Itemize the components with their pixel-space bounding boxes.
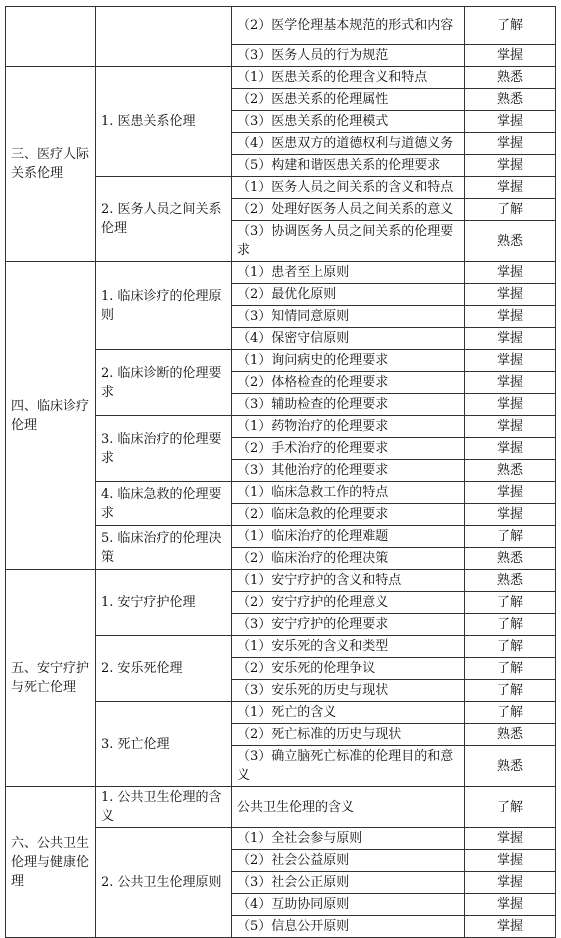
level-cell: 了解 <box>465 658 556 680</box>
item-cell: （3）协调医务人员之间关系的伦理要求 <box>232 221 465 262</box>
item-cell: （1）医务人员之间关系的含义和特点 <box>232 177 465 199</box>
topic-cell: 1. 公共卫生伦理的含义 <box>96 787 232 828</box>
item-cell: （2）临床急救的伦理要求 <box>232 504 465 526</box>
item-cell: （2）安乐死的伦理争议 <box>232 658 465 680</box>
item-cell: （2）医患关系的伦理属性 <box>232 89 465 111</box>
item-cell: （2）手术治疗的伦理要求 <box>232 438 465 460</box>
level-cell: 掌握 <box>465 284 556 306</box>
item-cell: （1）死亡的含义 <box>232 702 465 724</box>
topic-cell: 1. 安宁疗护伦理 <box>96 570 232 636</box>
level-cell: 熟悉 <box>465 724 556 746</box>
item-cell: （5）构建和谐医患关系的伦理要求 <box>232 155 465 177</box>
topic-cell: 2. 安乐死伦理 <box>96 636 232 702</box>
topic-cell: 2. 公共卫生伦理原则 <box>96 828 232 938</box>
level-cell: 掌握 <box>465 372 556 394</box>
level-cell: 掌握 <box>465 482 556 504</box>
topic-cell: 3. 临床治疗的伦理要求 <box>96 416 232 482</box>
level-cell: 掌握 <box>465 133 556 155</box>
item-cell: （4）医患双方的道德权利与道德义务 <box>232 133 465 155</box>
topic-cell: 2. 临床诊断的伦理要求 <box>96 350 232 416</box>
item-cell: （1）医患关系的伦理含义和特点 <box>232 67 465 89</box>
item-cell: （2）医学伦理基本规范的形式和内容 <box>232 7 465 45</box>
topic-cell: 3. 死亡伦理 <box>96 702 232 787</box>
level-cell: 了解 <box>465 592 556 614</box>
level-cell: 掌握 <box>465 350 556 372</box>
unit-cell: 六、公共卫生伦理与健康伦理 <box>6 787 96 938</box>
item-cell: （1）临床治疗的伦理难题 <box>232 526 465 548</box>
topic-cell: 1. 医患关系伦理 <box>96 67 232 177</box>
level-cell: 掌握 <box>465 177 556 199</box>
level-cell: 掌握 <box>465 262 556 284</box>
level-cell: 掌握 <box>465 504 556 526</box>
item-cell: （4）保密守信原则 <box>232 328 465 350</box>
level-cell: 掌握 <box>465 155 556 177</box>
item-cell: （2）临床治疗的伦理决策 <box>232 548 465 570</box>
level-cell: 熟悉 <box>465 548 556 570</box>
topic-cell: 4. 临床急救的伦理要求 <box>96 482 232 526</box>
topic-cell: 1. 临床诊疗的伦理原则 <box>96 262 232 350</box>
level-cell: 了解 <box>465 7 556 45</box>
item-cell: （3）知情同意原则 <box>232 306 465 328</box>
unit-cell: 五、安宁疗护与死亡伦理 <box>6 570 96 787</box>
item-cell: （1）安乐死的含义和类型 <box>232 636 465 658</box>
level-cell: 掌握 <box>465 894 556 916</box>
topic-cell-empty <box>96 7 232 67</box>
level-cell: 掌握 <box>465 850 556 872</box>
item-cell: （1）询问病史的伦理要求 <box>232 350 465 372</box>
topic-cell: 5. 临床治疗的伦理决策 <box>96 526 232 570</box>
item-cell: （3）医患关系的伦理模式 <box>232 111 465 133</box>
level-cell: 了解 <box>465 702 556 724</box>
level-cell: 了解 <box>465 199 556 221</box>
level-cell: 熟悉 <box>465 221 556 262</box>
item-cell: （5）信息公开原则 <box>232 916 465 938</box>
unit-cell-empty <box>6 7 96 67</box>
item-cell: （2）体格检查的伦理要求 <box>232 372 465 394</box>
level-cell: 掌握 <box>465 394 556 416</box>
item-cell: （3）医务人员的行为规范 <box>232 45 465 67</box>
level-cell: 了解 <box>465 614 556 636</box>
unit-cell: 三、医疗人际关系伦理 <box>6 67 96 262</box>
level-cell: 掌握 <box>465 828 556 850</box>
table-row <box>6 7 556 45</box>
level-cell: 了解 <box>465 636 556 658</box>
item-cell: （2）社会公益原则 <box>232 850 465 872</box>
level-cell: 掌握 <box>465 306 556 328</box>
item-cell: （2）死亡标准的历史与现状 <box>232 724 465 746</box>
item-cell: （1）患者至上原则 <box>232 262 465 284</box>
topic-cell: 2. 医务人员之间关系伦理 <box>96 177 232 262</box>
level-cell: 了解 <box>465 787 556 828</box>
level-cell: 熟悉 <box>465 89 556 111</box>
item-cell: （1）临床急救工作的特点 <box>232 482 465 504</box>
level-cell: 熟悉 <box>465 460 556 482</box>
item-cell: （3）安乐死的历史与现状 <box>232 680 465 702</box>
item-cell: （3）确立脑死亡标准的伦理目的和意义 <box>232 746 465 787</box>
table-row <box>6 570 556 592</box>
item-cell: 公共卫生伦理的含义 <box>232 787 465 828</box>
level-cell: 掌握 <box>465 916 556 938</box>
level-cell: 掌握 <box>465 111 556 133</box>
item-cell: （1）药物治疗的伦理要求 <box>232 416 465 438</box>
item-cell: （2）处理好医务人员之间关系的意义 <box>232 199 465 221</box>
item-cell: （1）安宁疗护的含义和特点 <box>232 570 465 592</box>
level-cell: 熟悉 <box>465 746 556 787</box>
level-cell: 掌握 <box>465 416 556 438</box>
syllabus-table <box>5 6 556 938</box>
level-cell: 掌握 <box>465 438 556 460</box>
unit-cell: 四、临床诊疗伦理 <box>6 262 96 570</box>
table-row <box>6 787 556 828</box>
level-cell: 掌握 <box>465 328 556 350</box>
level-cell: 熟悉 <box>465 67 556 89</box>
table-row <box>6 262 556 284</box>
item-cell: （2）安宁疗护的伦理意义 <box>232 592 465 614</box>
level-cell: 掌握 <box>465 45 556 67</box>
level-cell: 熟悉 <box>465 570 556 592</box>
item-cell: （3）其他治疗的伦理要求 <box>232 460 465 482</box>
item-cell: （1）全社会参与原则 <box>232 828 465 850</box>
table-row <box>6 67 556 89</box>
item-cell: （4）互助协同原则 <box>232 894 465 916</box>
level-cell: 了解 <box>465 526 556 548</box>
item-cell: （3）社会公正原则 <box>232 872 465 894</box>
syllabus-table-body <box>6 7 556 938</box>
item-cell: （3）安宁疗护的伦理要求 <box>232 614 465 636</box>
level-cell: 了解 <box>465 680 556 702</box>
level-cell: 掌握 <box>465 872 556 894</box>
item-cell: （3）辅助检查的伦理要求 <box>232 394 465 416</box>
item-cell: （2）最优化原则 <box>232 284 465 306</box>
